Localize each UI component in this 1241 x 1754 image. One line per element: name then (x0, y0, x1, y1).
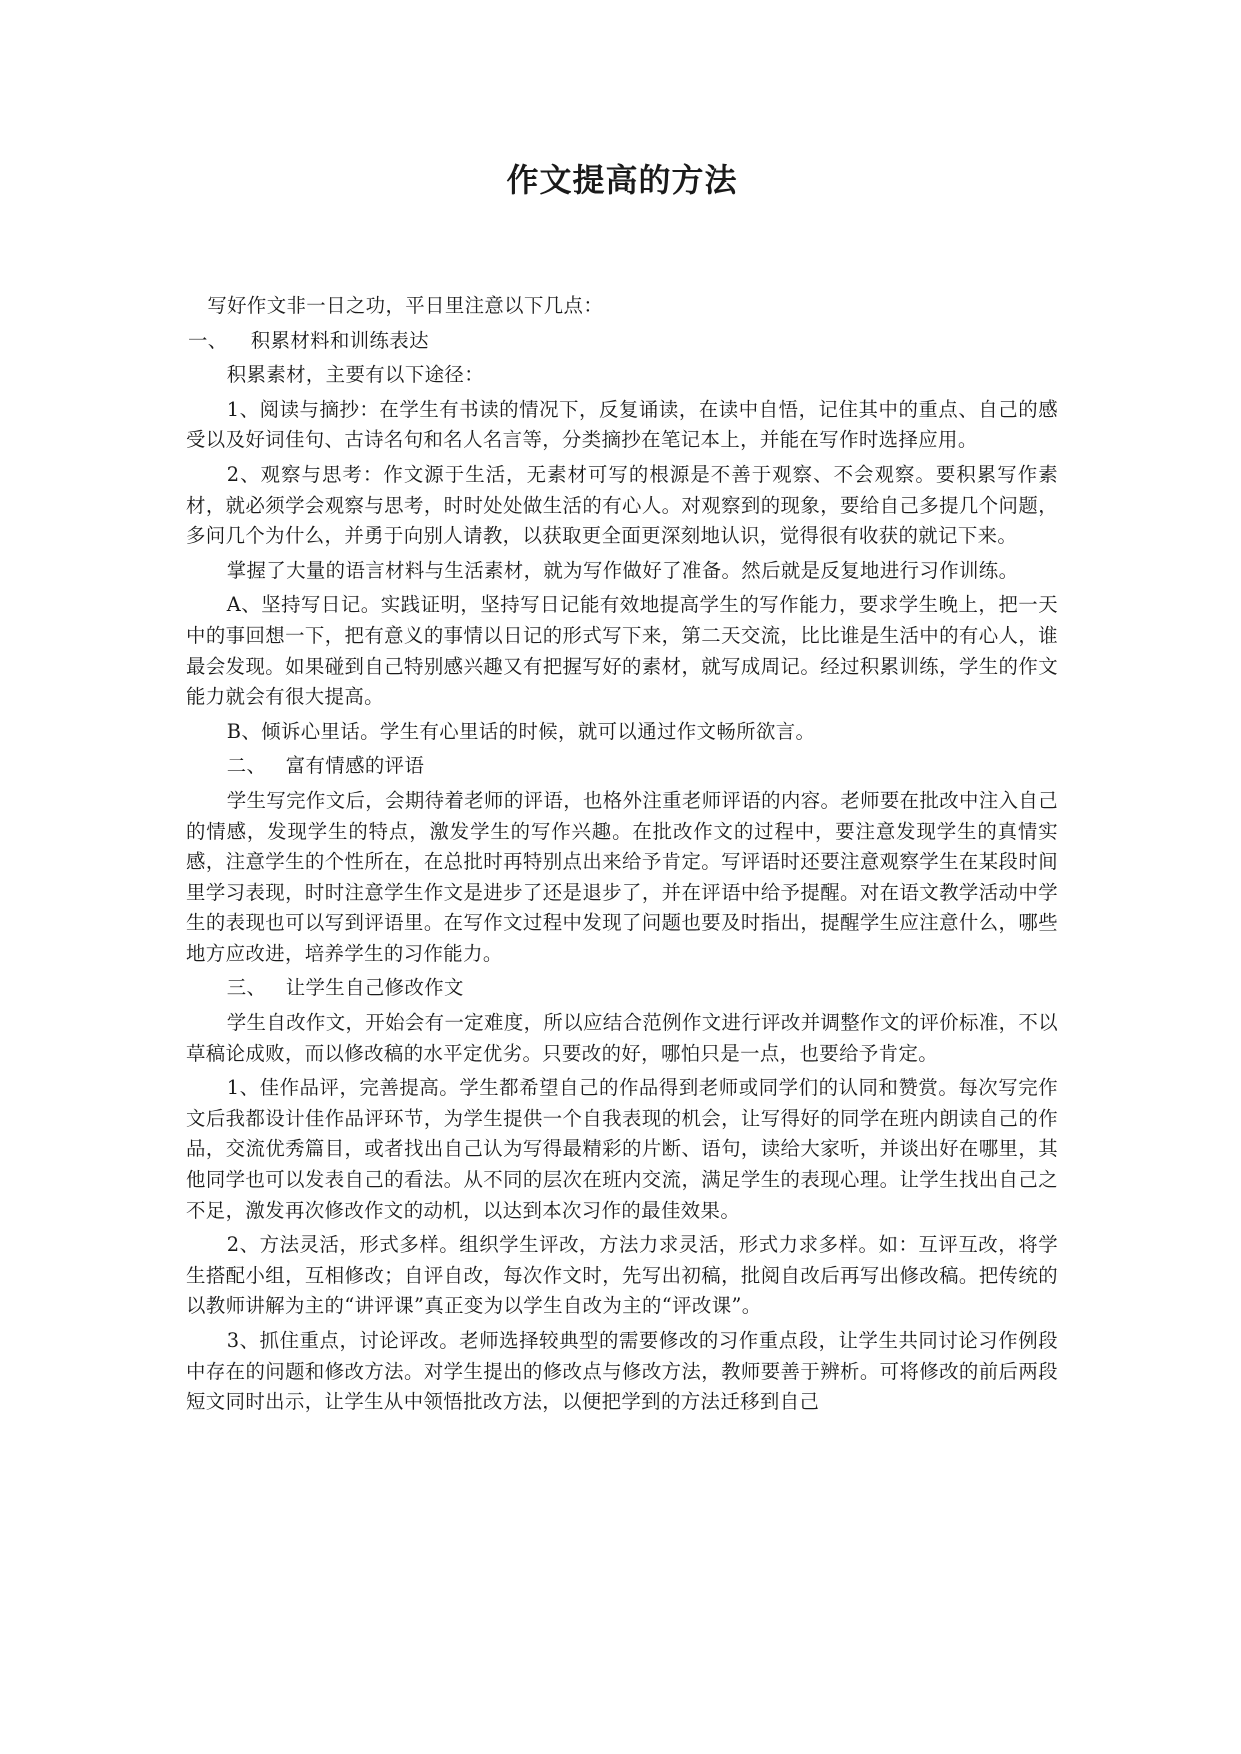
section-number: 二、 (226, 754, 267, 778)
body-paragraph: 2、方法灵活，形式多样。组织学生评改，方法力求灵活，形式力求多样。如：互评互改，将学生搭配小组，互相修改；自评自改，每次作文时，先写出初稿，批阅自改后再写出修改稿。把传统的以教师讲解为主的“讲评课”真正变为以学生自改为主的“评改课”。 (186, 1233, 1058, 1318)
section-heading-1 (186, 326, 1058, 357)
body-paragraph: A、坚持写日记。实践证明，坚持写日记能有效地提高学生的写作能力，要求学生晚上，把一天中的事回想一下，把有意义的事情以日记的形式写下来，第二天交流，比比谁是生活中的有心人，谁最会发现。如果碰到自己特别感兴趣又有把握写好的素材，就写成周记。经过积累训练，学生的作文能力就会有很大提高。 (186, 593, 1058, 709)
body-paragraph: 学生自改作文，开始会有一定难度，所以应结合范例作文进行评改并调整作文的评价标准，不以草稿论成败，而以修改稿的水平定优劣。只要改的好，哪怕只是一点，也要给予肯定。 (186, 1011, 1058, 1065)
body-paragraph: 掌握了大量的语言材料与生活素材，就为写作做好了准备。然后就是反复地进行习作训练。 (226, 558, 1019, 582)
document-title: 作文提高的方法 (506, 161, 738, 199)
body-paragraph: 1、阅读与摘抄：在学生有书读的情况下，反复诵读，在读中自悟，记住其中的重点、自己的感受以及好词佳句、古诗名句和名人名言等，分类摘抄在笔记本上，并能在写作时选择应用。 (186, 397, 1058, 452)
body-paragraph: 1、佳作品评，完善提高。学生都希望自己的作品得到老师或同学们的认同和赞赏。每次写完作文后我都设计佳作品评环节，为学生提供一个自我表现的机会，让写得好的同学在班内朗读自己的作品，交流优秀篇目，或者找出自己认为写得最精彩的片断、语句，读给大家听，并谈出好在哪里，其他同学也可以发表自己的看法。从不同的层次在班内交流，满足学生的表现心理。让学生找出自己之不足，激发再次修改作文的动机，以达到本次习作的最佳效果。 (186, 1076, 1058, 1222)
intro-paragraph: 写好作文非一日之功，平日里注意以下几点： (207, 294, 604, 317)
body-paragraph: 3、抓住重点，讨论评改。老师选择较典型的需要修改的习作重点段，让学生共同讨论习作例段中存在的问题和修改方法。对学生提出的修改点与修改方法，教师要善于辨析。可将修改的前后两段短文同时出示，让学生从中领悟批改方法，以便把学到的方法迁移到自己 (186, 1329, 1058, 1414)
section-heading-text: 富有情感的评语 (285, 754, 425, 778)
section-number: 一、 (187, 328, 228, 352)
document-body (186, 291, 1058, 1422)
body-paragraph: 学生写完作文后，会期待着老师的评语，也格外注重老师评语的内容。老师要在批改中注入自己的情感，发现学生的特点，激发学生的写作兴趣。在批改作文的过程中，要注意发现学生的真情实感，注意学生的个性所在，在总批时再特别点出来给予肯定。写评语时还要注意观察学生在某段时间里学习表现，时时注意学生作文是进步了还是退步了，并在评语中给予提醒。对在语文教学活动中学生的表现也可以写到评语里。在写作文过程中发现了问题也要及时指出，提醒学生应注意什么，哪些地方应改进，培养学生的习作能力。 (186, 788, 1058, 965)
section-heading-3 (186, 973, 1058, 1004)
section-heading-2 (186, 751, 1058, 782)
section-number: 三、 (226, 976, 267, 1000)
section-heading-text: 让学生自己修改作文 (285, 976, 464, 1000)
body-paragraph: 2、观察与思考：作文源于生活，无素材可写的根源是不善于观察、不会观察。要积累写作素材，就必须学会观察与思考，时时处处做生活的有心人。对观察到的现象，要给自己多提几个问题，多问几个为什么，并勇于向别人请教，以获取更全面更深刻地认识，觉得很有收获的就记下来。 (186, 462, 1058, 548)
section-heading-text: 积累材料和训练表达 (250, 328, 429, 352)
body-paragraph: 积累素材，主要有以下途径： (226, 363, 485, 387)
body-paragraph: B、倾诉心里话。学生有心里话的时候，就可以通过作文畅所欲言。 (226, 719, 816, 743)
